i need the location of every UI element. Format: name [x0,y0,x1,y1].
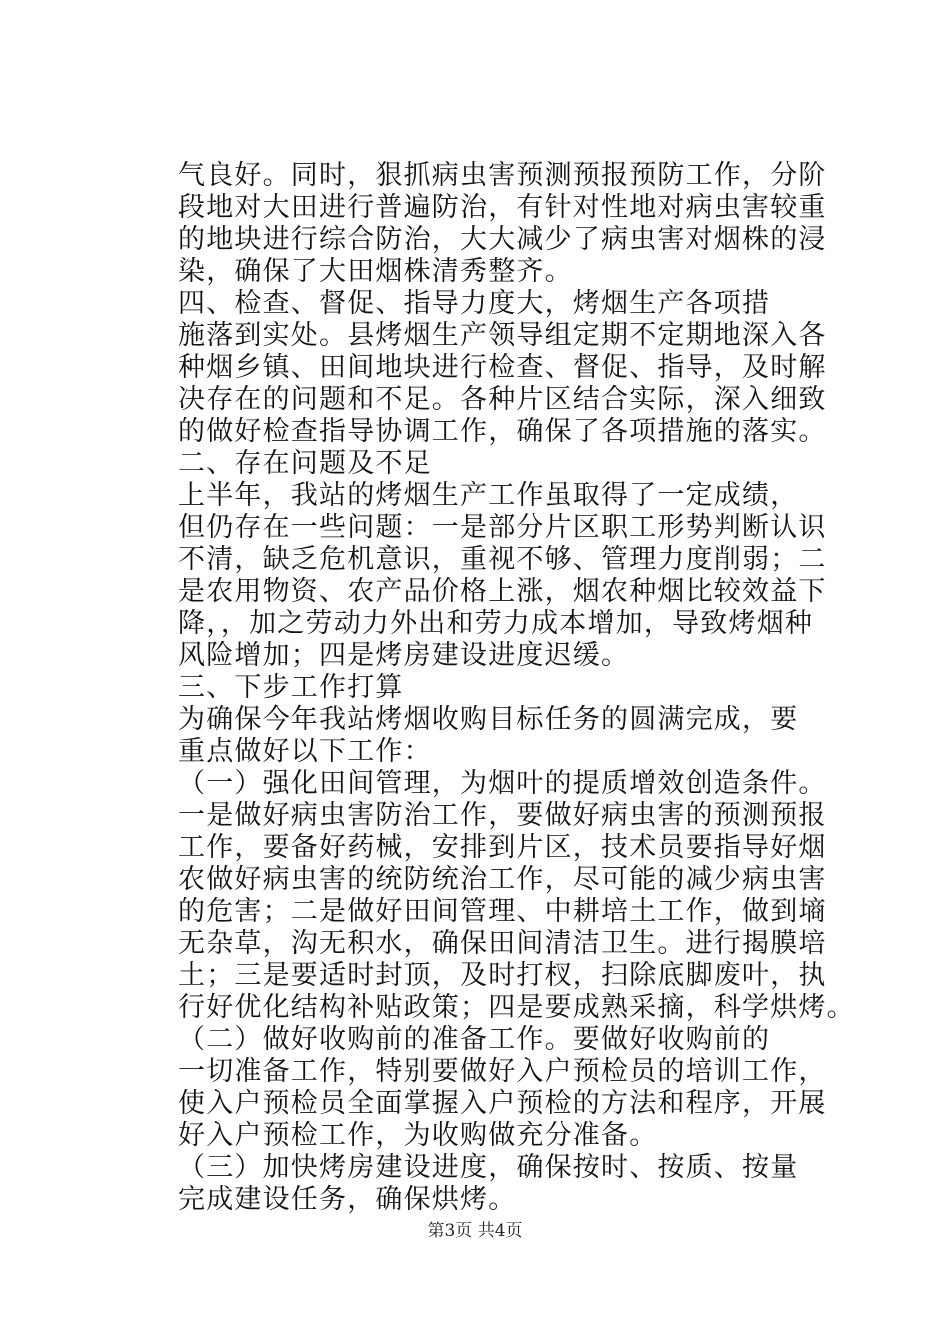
page-number-footer: 第3页 共4页 [427,1221,523,1241]
subsection-heading-line: （三）加快烤房建设进度，确保按时、按质、按量 [178,1152,799,1183]
subsection-heading-line: （一）强化田间管理，为烟叶的提质增效创造条件。 [178,768,827,799]
subsection-heading-line: （二）做好收购前的准备工作。要做好收购前的 [178,1024,771,1055]
body-line: 降，，加之劳动力外出和劳力成本增加，导致烤烟种 [178,608,814,639]
body-line: 的做好检查指导协调工作，确保了各项措施的落实。 [178,416,827,447]
section-heading-line: 四、检查、督促、指导力度大，烤烟生产各项措 [178,288,771,319]
body-line: 但仍存在一些问题：一是部分片区职工形势判断认识 [178,512,827,543]
body-line: 上半年，我站的烤烟生产工作虽取得了一定成绩， [178,480,799,511]
document-body [178,160,855,1216]
body-line: 是农用物资、农产品价格上涨，烟农种烟比较效益下 [178,576,827,607]
body-line: 种烟乡镇、田间地块进行检查、督促、指导，及时解 [178,352,827,383]
body-line: 农做好病虫害的统防统治工作，尽可能的减少病虫害 [178,864,827,895]
body-line: 无杂草，沟无积水，确保田间清洁卫生。进行揭膜培 [178,928,827,959]
section-heading-problems: 二、存在问题及不足 [178,448,432,479]
body-line: 行好优化结构补贴政策；四是要成熟采摘，科学烘烤。 [178,992,855,1023]
section-heading-plans: 三、下步工作打算 [178,672,404,703]
body-line: 风险增加；四是烤房建设进度迟缓。 [178,640,630,671]
body-line: 好入户预检工作，为收购做充分准备。 [178,1120,658,1151]
body-line: 决存在的问题和不足。各种片区结合实际，深入细致 [178,384,827,415]
body-line: 不清，缺乏危机意识，重视不够、管理力度削弱；二 [178,544,827,575]
body-line: 施落到实处。县烤烟生产领导组定期不定期地深入各 [178,320,827,351]
body-line: 使入户预检员全面掌握入户预检的方法和程序，开展 [178,1088,827,1119]
body-line: 的地块进行综合防治，大大减少了病虫害对烟株的浸 [178,224,827,255]
body-line: 土；三是要适时封顶，及时打杈，扫除底脚废叶，执 [178,960,827,991]
body-line: 的危害；二是做好田间管理、中耕培土工作，做到墒 [178,896,827,927]
body-line: 染，确保了大田烟株清秀整齐。 [178,256,573,287]
body-line: 气良好。同时，狠抓病虫害预测预报预防工作，分阶 [178,160,827,191]
body-line: 重点做好以下工作： [178,736,432,767]
body-line: 完成建设任务，确保烘烤。 [178,1184,517,1215]
body-line: 工作，要备好药械，安排到片区，技术员要指导好烟 [178,832,827,863]
body-line: 一是做好病虫害防治工作，要做好病虫害的预测预报 [178,800,827,831]
body-line: 段地对大田进行普遍防治，有针对性地对病虫害较重 [178,192,827,223]
body-line: 为确保今年我站烤烟收购目标任务的圆满完成，要 [178,704,799,735]
body-line: 一切准备工作，特别要做好入户预检员的培训工作， [178,1056,827,1087]
